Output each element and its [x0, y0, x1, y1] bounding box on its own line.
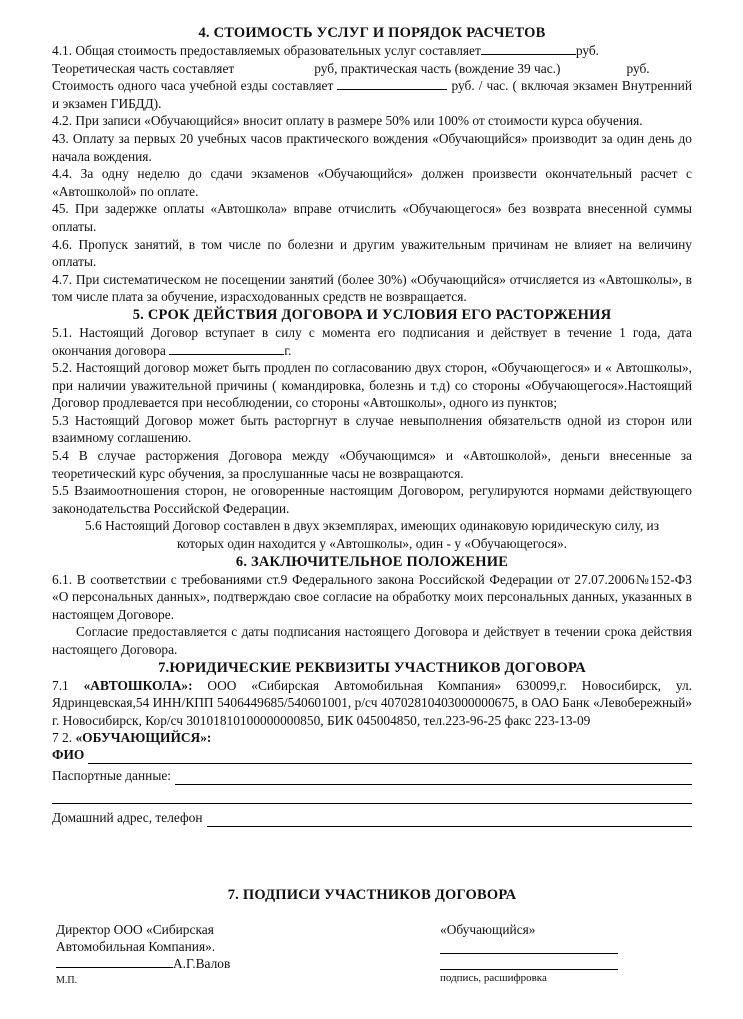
student-sign-field-2[interactable]: [440, 954, 618, 970]
clause-5-5: 5.5 Взаимоотношения сторон, не оговоренные настоящим Договором, регулируются нормами действующего законодательства Российской Федерации.: [52, 483, 692, 516]
stamp-place-label: М.П.: [56, 975, 78, 986]
passport-field[interactable]: [175, 770, 692, 785]
hour-cost-blank: [337, 77, 447, 90]
director-line-2: Автомобильная Компания».: [56, 939, 216, 954]
passport-row: [52, 764, 692, 785]
clause-7-2-number: 7 2.: [52, 730, 73, 746]
director-sign-field[interactable]: [56, 955, 173, 968]
director-line-1: Директор ООО «Сибирская: [56, 922, 214, 937]
address-row: [52, 806, 692, 827]
passport-label: Паспортные данные:: [52, 768, 171, 784]
clause-4-7: 4.7. При систематическом не посещении занятий (более 30%) «Обучающийся» отчисляется из «Автошколы», в том числе плата за обучение, израсходованных средств не возвращается.: [52, 271, 692, 305]
end-date-blank: [169, 342, 284, 355]
clause-4-4: 4.4. За одну неделю до сдачи экзаменов «Обучающийся» должен произвести окончательный расчет с «Автошколой» по оплате.: [52, 166, 692, 199]
clause-4-1-unit: руб.: [575, 43, 600, 58]
clause-5-2: 5.2. Настоящий договор может быть продлен по согласованию двух сторон, «Обучающегося» и « Автошколы», при наличии уважительной причины ( командировка, болезнь и т.д) со стороны «Обучающегося».Настоящий Договор продлевается при несоблюдении, со стороны «Автошколы», одного из пунктов;: [52, 360, 692, 411]
director-sign-row: [56, 955, 230, 972]
autoschool-details: ООО «Сибирская Автомобильная Компания» 630099,г. Новосибирск, ул. Ядринцевская,54 ИНН/КПП 5406449685/540601001, р/сч 40702810403000000675, в ОАО Банк «Левобережный» г. Новосибирск, Кор/сч 30101810100000000850, БИК 045004850, тел.223-96-25 факс 223-13-09: [52, 677, 692, 728]
clause-5-1: [52, 324, 692, 359]
clause-4-2: 4.2. При записи «Обучающийся» вносит оплату в размере 50% или 100% от стоимости курса обучения.: [52, 113, 643, 129]
clause-7-2: [52, 729, 692, 747]
clause-7-1: [52, 677, 692, 730]
student-sign-field-1[interactable]: [440, 938, 618, 954]
clause-4-6: 4.6. Пропуск занятий, в том числе по болезни и другим уважительным причинам не влияет на величину оплаты.: [52, 236, 692, 270]
clause-4-5: 45. При задержке оплаты «Автошкола» вправе отчислить «Обучающегося» без возврата внесенной суммы оплаты.: [52, 201, 692, 234]
section-5-title: 5. СРОК ДЕЙСТВИЯ ДОГОВОРА И УСЛОВИЯ ЕГО РАСТОРЖЕНИЯ: [132, 306, 612, 323]
clause-4-1: [52, 42, 692, 112]
practice-cost-unit: руб.: [626, 60, 650, 76]
address-label: Домашний адрес, телефон: [52, 810, 203, 826]
clause-5-6: 5.6 Настоящий Договор составлен в двух экземплярах, имеющих одинаковую юридическую силу, из которых один находится у «Автошколы», один - у «Обучающегося».: [84, 518, 660, 552]
address-field[interactable]: [207, 812, 692, 827]
passport-field-extra-line[interactable]: [52, 785, 692, 804]
section-6-title: 6. ЗАКЛЮЧИТЕЛЬНОЕ ПОЛОЖЕНИЕ: [235, 553, 509, 570]
clause-6-1: 6.1. В соответствии с требованиями ст.9 Федерального закона Российской Федерации от 27.07.2006№152-ФЗ «О персональных данных», подтверждаю свое согласие на обработку моих персональных данных, указанных в настоящем Договоре.: [52, 571, 692, 622]
clause-5-1-text: 5.1. Настоящий Договор вступает в силу с момента его подписания и действует в течение 1 года, дата окончания договора: [52, 324, 692, 358]
director-name: А.Г.Валов: [173, 956, 231, 971]
signatures-title: 7. ПОДПИСИ УЧАСТНИКОВ ДОГОВОРА: [227, 887, 517, 903]
student-signature-block: [440, 921, 618, 987]
section-7-title: 7.ЮРИДИЧЕСКИЕ РЕКВИЗИТЫ УЧАСТНИКОВ ДОГОВОРА: [158, 659, 586, 676]
autoschool-label: «АВТОШКОЛА»:: [83, 677, 193, 693]
fio-label: ФИО: [52, 747, 85, 763]
clause-5-1-unit: г.: [284, 342, 292, 358]
section-4-title: 4. СТОИМОСТЬ УСЛУГ И ПОРЯДОК РАСЧЕТОВ: [198, 25, 546, 41]
clause-4-3: 43. Оплату за первых 20 учебных часов практического вождения «Обучающийся» производит за один день до начала вождения.: [52, 130, 692, 164]
hour-cost-label: Стоимость одного часа учебной езды составляет: [52, 78, 334, 94]
clause-5-4: 5.4 В случае расторжения Договора между «Обучающимся» и «Автошколой», деньги внесенные за теоретический курс обучения, за прослушанные часы не возвращаются.: [52, 448, 692, 481]
fio-field[interactable]: [88, 749, 692, 764]
total-cost-blank: [481, 42, 576, 55]
clause-6-2: Согласие предоставляется с даты подписания настоящего Договора и действует в течении срока действия настоящего Договора.: [52, 624, 692, 657]
theory-cost-label: Теоретическая часть составляет: [52, 60, 235, 76]
signature-caption: подпись, расшифровка: [440, 972, 547, 984]
contract-page: [52, 24, 692, 827]
clause-7-1-number: 7.1: [52, 677, 69, 693]
director-signature-block: [56, 921, 230, 989]
practice-cost-label: руб, практическая часть (вождение 39 час.): [314, 60, 561, 76]
clause-4-1-text: 4.1. Общая стоимость предоставляемых образовательных услуг составляет: [52, 43, 481, 58]
clause-5-3: 5.3 Настоящий Договор может быть расторгнут в случае невыполнения обязательств одной из сторон или взаимному соглашению.: [52, 412, 692, 446]
student-label: «ОБУЧАЮЩИЙСЯ»:: [75, 730, 212, 746]
student-sign-label: «Обучающийся»: [440, 922, 536, 937]
fio-row: [52, 747, 692, 764]
hour-cost-unit: руб. / час. ( включая экзамен Внутренний и экзамен ГИБДД).: [52, 78, 692, 111]
